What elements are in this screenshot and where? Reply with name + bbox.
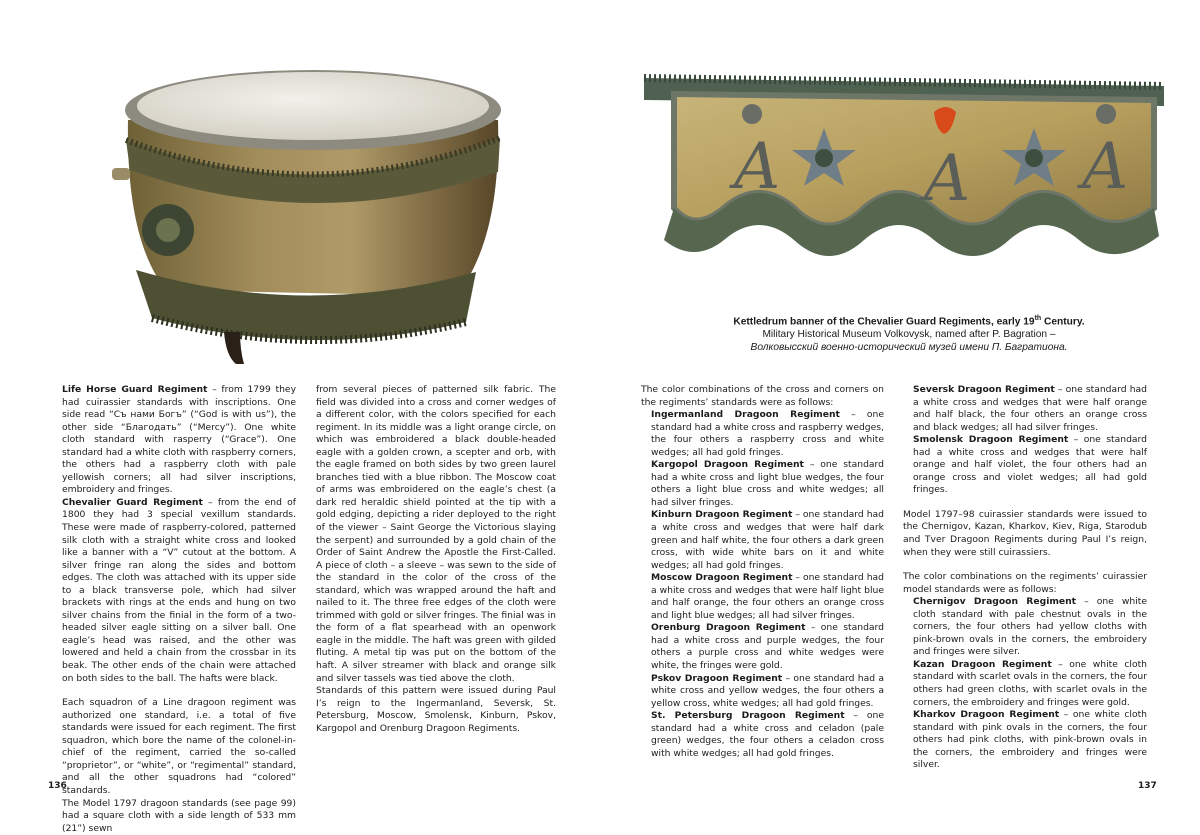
regiment-description: – one standard had a white cross and wedges that were half orange and half violet, the four others had an orange cross and violet wedges; all had gold fringes. xyxy=(913,434,1147,495)
regiment-name: Ingermanland Dragoon Regiment xyxy=(651,409,840,420)
regiment-entry xyxy=(641,622,884,672)
paragraph-standards-issued: Standards of this pattern were issued during Paul I’s reign to the Ingermanland, Seversk, St. Petersburg, Moscow, Smolensk, Kinburn, Pskov, Kargopol and Orenburg Dragoon Regiments. xyxy=(316,685,556,735)
regiment-name: Orenburg Dragoon Regiment xyxy=(651,622,805,633)
regiment-list-2 xyxy=(903,384,1147,497)
regiment-name: Chernigov Dragoon Regiment xyxy=(913,596,1076,607)
paragraph-color-intro: The color combinations of the cross and corners on the regiments’ standards were as follows: xyxy=(641,384,884,409)
paragraph-squadron: Each squadron of a Line dragoon regiment was authorized one standard, i.e. a total of five standards were issued for each regiment. The first squadron, which bore the name of the colonel-in-chief of the regiment, carried the so-called “proprietor”, or “white”, or “regimental” standard, and all the other squadrons had “colored” standards. xyxy=(62,697,296,797)
svg-text:A: A xyxy=(919,142,970,216)
paragraph-cuirassier-intro: The color combinations on the regiments’ cuirassier model standards were as follows: xyxy=(903,571,1147,596)
regiment-list-3 xyxy=(903,596,1147,772)
right-column-1 xyxy=(641,384,884,760)
regiment-description: – one standard had a white cross and wedges that were half dark green and half white, the four others a dark green cross, with wide white bars on it and white wedges; all had gold fringes. xyxy=(651,509,884,570)
paragraph-cuirassier-model: Model 1797–98 cuirassier standards were issued to the Chernigov, Kazan, Kharkov, Kiev, Riga, Starodub and Tver Dragoon Regiments during Paul I’s reign, when they were still cuirassiers. xyxy=(903,509,1147,559)
regiment-name: Moscow Dragoon Regiment xyxy=(651,572,792,583)
regiment-name: Kharkov Dragoon Regiment xyxy=(913,709,1059,720)
regiment-entry xyxy=(903,659,1147,709)
page-number-left: 136 xyxy=(48,781,67,791)
regiment-entry xyxy=(903,596,1147,659)
svg-text:A: A xyxy=(729,130,780,204)
regiment-name: Kargopol Dragoon Regiment xyxy=(651,459,804,470)
regiment-description: – one standard had a white cross and wedges that were half orange and half black, the four others an orange cross and black wedges; all had silver fringes. xyxy=(913,384,1147,433)
regiment-entry xyxy=(641,409,884,459)
regiment-name: Kinburn Dragoon Regiment xyxy=(651,509,792,520)
regiment-name: St. Petersburg Dragoon Regiment xyxy=(651,710,845,721)
chevalier-guard-heading: Chevalier Guard Regiment xyxy=(62,497,203,508)
regiment-name: Seversk Dragoon Regiment xyxy=(913,384,1055,395)
regiment-entry xyxy=(903,434,1147,497)
regiment-description: – one white cloth standard with pink ovals in the corners, the four others had pink cloths, with pink-brown ovals in the corners, the embroidery and fringes were silver. xyxy=(913,709,1147,770)
paragraph-field-description: from several pieces of patterned silk fabric. The field was divided into a cross and corner wedges of a different color, with the colors specified for each regiment. In its middle was a light orange circle, on which was embroidered a black double-headed eagle with a golden crown, a scepter and orb, with the eagle framed on both sides by two green laurel branches tied with a blue ribbon. The Moscow coat of arms was embroidered on the eagle’s chest (a dark red heraldic shield pointed at the tip with a gold edging, depicting a rider deployed to the right of the viewer – Saint George the Victorious slaying the serpent) and surrounded by a gold chain of the Order of Saint Andrew the Apostle the First-Called. A piece of cloth – a sleeve – was sewn to the side of the standard in the color of the cross of the standard, which was wrapped around the haft and nailed to it. The three free edges of the cloth were trimmed with gold or silver fringes. The finial was in the form of a flat spearhead with an openwork eagle in the middle. The haft was green with gilded fluting. A metal tip was put on the bottom of the haft. A silver streamer with black and orange silk and silver tassels was tied above the cloth. xyxy=(316,384,556,685)
regiment-name: Kazan Dragoon Regiment xyxy=(913,659,1052,670)
regiment-description: – one standard had a white cross and raspberry wedges, the four others a raspberry cross and white wedges; all had gold fringes. xyxy=(651,409,884,458)
regiment-description: – one standard had a white cross and celadon (pale green) wedges, the four others a celadon cross with white wedges; all had gold fringes. xyxy=(651,710,884,759)
figure-caption xyxy=(694,312,1124,354)
caption-museum-russian: Волковысский военно-исторический музей имени П. Багратиона. xyxy=(694,341,1124,354)
regiment-entry xyxy=(641,710,884,760)
svg-text:A: A xyxy=(1077,130,1128,204)
regiment-entry xyxy=(641,673,884,711)
regiment-entry xyxy=(903,709,1147,772)
regiment-entry xyxy=(641,459,884,509)
life-horse-guard-heading: Life Horse Guard Regiment xyxy=(62,384,207,395)
regiment-list-1 xyxy=(641,409,884,760)
right-column-2 xyxy=(903,384,1147,772)
regiment-description: – one standard had a white cross and yellow wedges, the four others a yellow cross, white wedges; all had gold fringes. xyxy=(651,673,884,709)
right-page xyxy=(600,0,1200,816)
left-page xyxy=(0,0,600,816)
regiment-entry xyxy=(641,509,884,572)
regiment-description: – one standard had a white cross and purple wedges, the four others a purple cross and white wedges were white, the fringes were gold. xyxy=(651,622,884,671)
regiment-name: Pskov Dragoon Regiment xyxy=(651,673,782,684)
paragraph-model-1797: The Model 1797 dragoon standards (see page 99) had a square cloth with a side length of 533 mm (21”) sewn xyxy=(62,798,296,835)
regiment-name: Smolensk Dragoon Regiment xyxy=(913,434,1068,445)
regiment-description: – one standard had a white cross and wedges that were half light blue and half orange, the four others an orange cross and light blue wedges; all had silver fringes. xyxy=(651,572,884,621)
regiment-entry xyxy=(903,384,1147,434)
kettledrum-image xyxy=(106,60,516,370)
page-number-right: 137 xyxy=(1138,781,1157,791)
regiment-description: – one standard had a white cross and light blue wedges, the four others a light blue cross and white wedges; all had silver fringes. xyxy=(651,459,884,508)
caption-title: Kettledrum banner of the Chevalier Guard Regiments, early 19th Century. xyxy=(694,312,1124,328)
regiment-entry xyxy=(641,572,884,622)
caption-museum: Military Historical Museum Volkovysk, named after P. Bagration – xyxy=(694,328,1124,341)
regiment-description: – one white cloth standard with pale chestnut ovals in the corners, the four others had yellow cloths with pink-brown ovals in the corners, the embroidery and fringes were silver. xyxy=(913,596,1147,657)
left-column-2 xyxy=(316,384,556,735)
left-column-1: Life Horse Guard Regiment – from 1799 they had cuirassier standards with inscriptions. One side read “Съ нами Богъ” (“God is with us”), the other side “Благодать” (“Mercy”). One white cloth standard with rasperry (“Grace”). One standard had a white cloth with raspberry corners, the others had a raspberry cloth with pale yellowish corners; all had silver inscriptions, embroidery and fringes. Chevalier Guard Regiment – from the end of 1800 they had 3 special vexillum standards. These were made of raspberry-colored, patterned silk cloth with a straight white cross and looked like a banner with a “V” cutout at the bottom. A silver fringe ran along the sides and bottom edges. The cloth was attached with its upper side to a black transverse pole, which had silver brackets with rings at the ends and hung on two silver chains from the finial in the form of a two-headed silver eagle sitting on a silver ball. One eagle’s head was raised, and the other was lowered and held a chain from the crossbar in its beak. The other ends of the chain were attached on both sides to the ball. The hafts were black. Each squadron of a Line dragoon regiment was authorized one standard, i.e. a total of five standards were issued for each regiment. The first squadron, which bore the name of the colonel-in-chief of the regiment, carried the so-called “proprietor”, or “white”, or “regimental” standard, and all the other squadrons had “colored” standards. The Model 1797 dragoon standards (see page 99) had a square cloth with a side length of 533 mm (21”) sewn xyxy=(62,384,296,835)
kettledrum-banner-image xyxy=(634,58,1174,270)
regiment-description: – one white cloth standard with scarlet ovals in the corners, the four others had green cloths, with scarlet ovals in the corners, the embroidery and fringes were gold. xyxy=(913,659,1147,708)
